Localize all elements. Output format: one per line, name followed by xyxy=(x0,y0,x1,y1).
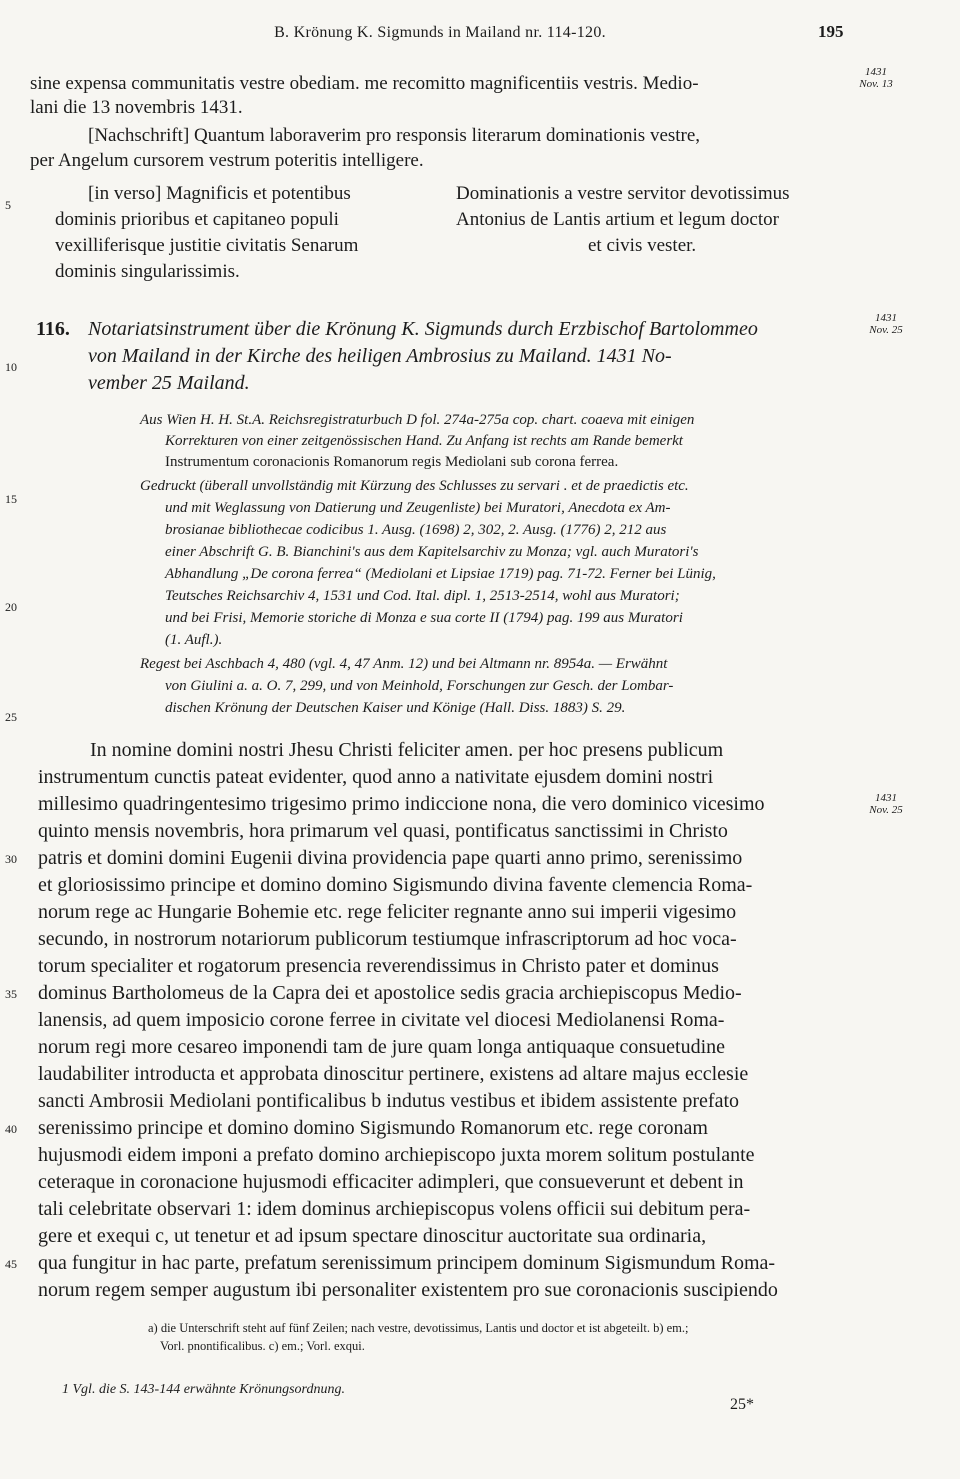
body-line: serenissimo principe et domino domino Sigismundo Romanorum etc. rege coronam xyxy=(38,1117,708,1139)
body-line: millesimo quadringentesimo trigesimo primo indiccione nona, die vero dominico vicesimo xyxy=(38,793,765,815)
source-line: und bei Frisi, Memorie storiche di Monza e sua corte II (1794) pag. 199 aus Muratori xyxy=(165,610,683,626)
apparatus-note: a) die Unterschrift steht auf fünf Zeilen; nach vestre, devotissimus, Lantis und doctor et ist abgeteilt. b) em.; xyxy=(148,1321,689,1335)
line-number: 40 xyxy=(5,1122,17,1136)
margin-date: 1431 Nov. 25 xyxy=(869,792,903,816)
source-line: Regest bei Aschbach 4, 480 (vgl. 4, 47 Anm. 12) und bei Altmann nr. 8954a. — Erwähnt xyxy=(140,656,668,672)
address-line: [in verso] Magnificis et potentibus xyxy=(88,183,351,204)
line-number: 15 xyxy=(5,492,17,506)
apparatus-note: Vorl. pnontificalibus. c) em.; Vorl. exqui. xyxy=(160,1339,365,1353)
running-title: B. Krönung K. Sigmunds in Mailand nr. 114-120. xyxy=(274,24,606,41)
document-title-line: von Mailand in der Kirche des heiligen Ambrosius zu Mailand. 1431 No- xyxy=(88,345,672,367)
body-line: patris et domini domini Eugenii divina providencia pape quarti anno primo, serenissimo xyxy=(38,847,743,869)
page-number: 195 xyxy=(818,22,844,41)
body-line: torum specialiter et rogatorum presencia reverendissimus in Christo pater et dominus xyxy=(38,955,719,977)
text-line: per Angelum cursorem vestrum poteritis intelligere. xyxy=(30,150,424,171)
address-line: dominis prioribus et capitaneo populi xyxy=(55,209,339,230)
margin-date: 1431 Nov. 25 xyxy=(869,312,903,336)
body-line: gere et exequi c, ut tenetur et ad ipsum spectare dinoscitur auctoritate sua ordinaria, xyxy=(38,1225,707,1247)
line-number: 10 xyxy=(5,360,17,374)
document-number: 116. xyxy=(36,318,70,340)
text-line: sine expensa communitatis vestre obediam. me recomitto magnificentiis vestris. Medio- xyxy=(30,73,699,94)
body-line: qua fungitur in hac parte, prefatum serenissimum principem dominum Sigismundum Roma- xyxy=(38,1252,776,1274)
signature-line: et civis vester. xyxy=(588,235,697,256)
signature-mark: 25* xyxy=(730,1396,754,1413)
text-line: lani die 13 novembris 1431. xyxy=(30,97,243,118)
document-title-line: vember 25 Mailand. xyxy=(88,372,250,394)
body-line: tali celebritate observari 1: idem dominus archiepiscopus volens officii sui debitum pera- xyxy=(38,1198,751,1220)
source-line: und mit Weglassung von Datierung und Zeugenliste) bei Muratori, Anecdota ex Am- xyxy=(165,500,671,516)
margin-date: 1431 Nov. 13 xyxy=(859,66,893,90)
source-line: brosianae bibliothecae codicibus 1. Ausg. (1698) 2, 302, 2. Ausg. (1776) 2, 212 aus xyxy=(165,522,667,538)
source-line: Gedruckt (überall unvollständig mit Kürzung des Schlusses zu servari . et de praedictis etc. xyxy=(140,478,689,494)
source-line: dischen Krönung der Deutschen Kaiser und Könige (Hall. Diss. 1883) S. 29. xyxy=(165,700,626,716)
line-number: 45 xyxy=(5,1257,17,1271)
line-number: 20 xyxy=(5,600,17,614)
source-line: Korrekturen von einer zeitgenössischen Hand. Zu Anfang ist rechts am Rande bemerkt xyxy=(165,433,683,449)
body-line: quinto mensis novembris, hora primarum vel quasi, pontificatus sanctissimi in Christo xyxy=(38,820,728,842)
address-line: vexilliferisque justitie civitatis Senarum xyxy=(55,235,359,256)
source-line: Instrumentum coronacionis Romanorum regis Mediolani sub corona ferrea. xyxy=(165,454,619,470)
body-line: et gloriosissimo principe et domino domino Sigismundo divina favente clemencia Roma- xyxy=(38,874,753,896)
document-title-line: Notariatsinstrument über die Krönung K. Sigmunds durch Erzbischof Bartolommeo xyxy=(88,318,758,340)
body-line: lanensis, ad quem imposicio corone ferree in civitate vel diocesi Mediolanensi Roma- xyxy=(38,1009,725,1031)
body-line: In nomine domini nostri Jhesu Christi feliciter amen. per hoc presens publicum xyxy=(90,739,724,761)
source-line: Abhandlung „De corona ferrea“ (Mediolani et Lipsiae 1719) pag. 71-72. Ferner bei Lünig, xyxy=(165,566,716,582)
body-line: norum rege ac Hungarie Bohemie etc. rege feliciter regnante anno sui imperii vigesimo xyxy=(38,901,737,923)
line-number: 35 xyxy=(5,987,17,1001)
body-line: laudabiliter introducta et approbata dinoscitur pertinere, existens ad altare majus ecclesie xyxy=(38,1063,749,1085)
body-line: sancti Ambrosii Mediolani pontificalibus b indutus vestibus et ibidem assistente prefato xyxy=(38,1090,740,1112)
source-line: einer Abschrift G. B. Bianchini's aus dem Kapitelsarchiv zu Monza; vgl. auch Muratori's xyxy=(165,544,699,560)
body-line: norum regi more cesareo imponendi tam de jure quam longa antiquaque consuetudine xyxy=(38,1036,726,1058)
body-line: hujusmodi eidem imponi a prefato domino archiepiscopo juxta morem solitum postulante xyxy=(38,1144,755,1166)
line-number: 25 xyxy=(5,710,17,724)
signature-line: Antonius de Lantis artium et legum doctor xyxy=(456,209,779,230)
text-line: [Nachschrift] Quantum laboraverim pro responsis literarum dominationis vestre, xyxy=(88,125,701,146)
body-line: secundo, in nostrorum notariorum publicorum testiumque infrascriptorum ad hoc voca- xyxy=(38,928,737,950)
line-number: 5 xyxy=(5,198,11,212)
source-line: von Giulini a. a. O. 7, 299, und von Meinhold, Forschungen zur Gesch. der Lombar- xyxy=(165,678,674,694)
signature-line: Dominationis a vestre servitor devotissimus xyxy=(456,183,790,204)
body-line: dominus Bartholomeus de la Capra dei et apostolice sedis gracia archiepiscopus Medio- xyxy=(38,982,742,1004)
body-line: instrumentum cunctis pateat evidenter, quod anno a nativitate ejusdem domini nostri xyxy=(38,766,714,788)
address-line: dominis singularissimis. xyxy=(55,261,240,282)
source-line: (1. Aufl.). xyxy=(165,632,223,648)
source-line: Teutsches Reichsarchiv 4, 1531 und Cod. Ital. dipl. 1, 2513-2514, wohl aus Muratori; xyxy=(165,588,680,604)
footnote: 1 Vgl. die S. 143-144 erwähnte Krönungsordnung. xyxy=(62,1382,345,1397)
line-number: 30 xyxy=(5,852,17,866)
body-line: ceteraque in coronacione hujusmodi efficaciter adimpleri, que consueverunt et debent in xyxy=(38,1171,744,1193)
source-line: Aus Wien H. H. St.A. Reichsregistraturbuch D fol. 274a-275a cop. chart. coaeva mit einigen xyxy=(140,412,695,428)
body-line: norum regem semper augustum ibi personaliter existentem pro sue coronacionis suscipiendo xyxy=(38,1279,778,1301)
